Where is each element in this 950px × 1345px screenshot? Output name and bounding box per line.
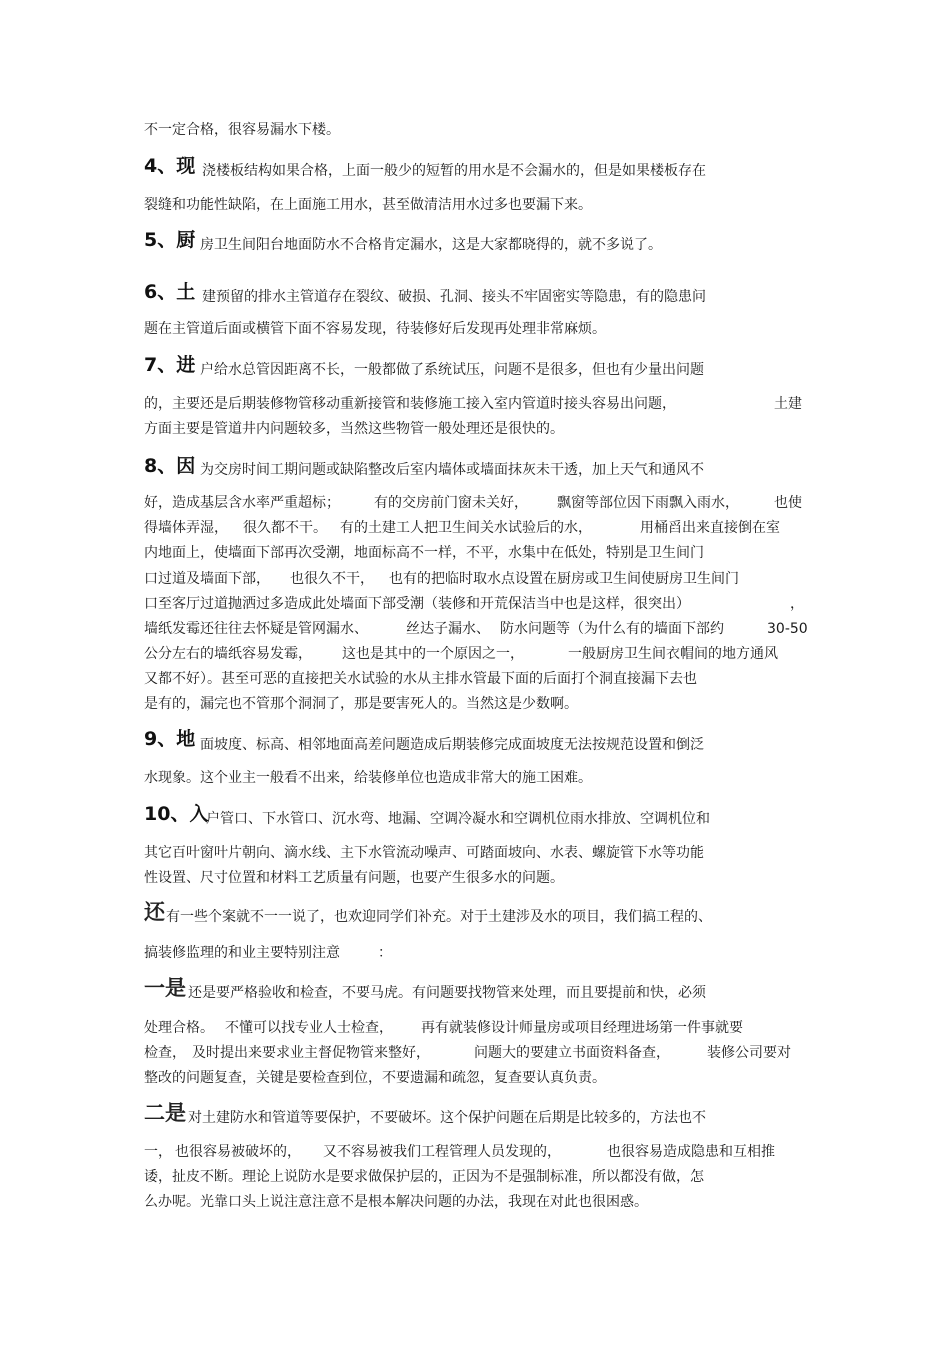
text-line: 方面主要是管道井内问题较多，当然这些物管一般处理还是很快的。	[144, 421, 564, 437]
text-line: 题在主管道后面或横管下面不容易发现，待装修好后发现再处理非常麻烦。	[144, 321, 606, 337]
item-4	[144, 157, 844, 183]
text-line: 一般厨房卫生间衣帽间的地方通风	[568, 646, 778, 662]
text-line: 搞装修监理的和业主要特别注意	[144, 945, 340, 961]
item-7	[144, 356, 844, 382]
text-line: 也很容易造成隐患和互相推	[607, 1144, 775, 1160]
text-line: 得墙体弄湿，	[144, 520, 228, 536]
text-line: 及时提出来要求业主督促物管来整好，	[192, 1045, 430, 1061]
item-5	[144, 231, 844, 257]
text-line: 整改的问题复查，关键是要检查到位，不要遗漏和疏忽，复查要认真负责。	[144, 1070, 606, 1086]
item-number: 10、入	[144, 803, 209, 825]
item-number: 7、进	[144, 354, 196, 376]
text-line: 口至客厅过道抛洒过多造成此处墙面下部受潮（装修和开荒保洁当中也是这样，很突出）	[144, 596, 690, 612]
text-line: 诿，扯皮不断。理论上说防水是要求做保护层的，正因为不是强制标准，所以都没有做，怎	[144, 1169, 704, 1185]
item-6	[144, 283, 844, 309]
text-line: 问题大的要建立书面资料备查，	[474, 1045, 670, 1061]
text-line: 裂缝和功能性缺陷，在上面施工用水，甚至做清洁用水过多也要漏下来。	[144, 197, 592, 213]
text-line: 户管口、下水管口、沉水弯、地漏、空调冷凝水和空调机位雨水排放、空调机位和	[206, 811, 710, 827]
text-line: 不一定合格，很容易漏水下楼。	[144, 122, 340, 138]
text-line: 也很容易被破坏的，	[175, 1144, 301, 1160]
text-line: 为交房时间工期问题或缺陷整改后室内墙体或墙面抹灰未干透，加上天气和通风不	[200, 462, 704, 478]
item-8	[144, 457, 844, 483]
text-line: 有的交房前门窗未关好，	[374, 495, 528, 511]
text-line: 性设置、尺寸位置和材料工艺质量有问题，也要产生很多水的问题。	[144, 870, 564, 886]
text-line: 公分左右的墙纸容易发霉，	[144, 646, 312, 662]
text-line: 墙纸发霉还往往去怀疑是管网漏水、	[144, 621, 368, 637]
text-line: 房卫生间阳台地面防水不合格肯定漏水，这是大家都晓得的，就不多说了。	[200, 237, 662, 253]
text-line: 防水问题等（为什么有的墙面下部约	[500, 621, 724, 637]
text-line: 好，造成基层含水率严重超标；	[144, 495, 340, 511]
paragraph-huan	[144, 900, 844, 929]
item-number: 5、厨	[144, 229, 196, 251]
text-line: 么办呢。光靠口头上说注意注意不是根本解决问题的办法，我现在对此也很困惑。	[144, 1194, 648, 1210]
paragraph-yishi	[144, 976, 844, 1005]
text-line: 建预留的排水主管道存在裂纹、破损、孔洞、接头不牢固密实等隐患，有的隐患问	[202, 289, 706, 305]
text-line: 处理合格。	[144, 1020, 214, 1036]
item-number: 4、现	[144, 155, 196, 177]
text-line: ：	[378, 945, 392, 961]
text-line: 也有的把临时取水点设置在厨房或卫生间使厨房卫生间门	[389, 571, 739, 587]
text-line: ，	[790, 596, 804, 612]
text-line: 又都不好）。甚至可恶的直接把关水试验的水从主排水管最下面的后面打个洞直接漏下去也	[144, 671, 697, 687]
text-line: 也很久不干，	[290, 571, 374, 587]
text-line: 飘窗等部位因下雨飘入雨水，	[557, 495, 739, 511]
text-line: 装修公司要对	[707, 1045, 791, 1061]
text-line: 口过道及墙面下部，	[144, 571, 270, 587]
text-line: 是有的，漏完也不管那个洞洞了，那是要害死人的。当然这是少数啊。	[144, 696, 578, 712]
lead-character: 还	[144, 900, 165, 924]
item-10	[144, 805, 844, 831]
text-line: 再有就装修设计师量房或项目经理进场第一件事就要	[421, 1020, 743, 1036]
text-line: 水现象。这个业主一般看不出来，给装修单位也造成非常大的施工困难。	[144, 770, 592, 786]
text-line: 浇楼板结构如果合格，上面一般少的短暂的用水是不会漏水的，但是如果楼板存在	[202, 163, 706, 179]
text-line: 对土建防水和管道等要保护，不要破坏。这个保护问题在后期是比较多的，方法也不	[188, 1110, 706, 1126]
text-line: 有一些个案就不一一说了，也欢迎同学们补充。对于土建涉及水的项目，我们搞工程的、	[166, 909, 712, 925]
text-line: 也使	[774, 495, 802, 511]
text-line: 内地面上，使墙面下部再次受潮，地面标高不一样，不平，水集中在低处，特别是卫生间门	[144, 545, 704, 561]
text-line: 还是要严格验收和检查，不要马虎。有问题要找物管来处理，而且要提前和快，必须	[188, 985, 706, 1001]
text-line: 一，	[144, 1144, 172, 1160]
text-line: 的，主要还是后期装修物管移动重新接管和装修施工接入室内管道时接头容易出问题，	[144, 396, 676, 412]
item-number: 9、地	[144, 728, 196, 750]
text-line: 30-50	[767, 621, 808, 637]
item-number: 8、因	[144, 455, 196, 477]
text-line: 其它百叶窗叶片朝向、滴水线、主下水管流动噪声、可踏面坡向、水表、螺旋管下水等功能	[144, 845, 704, 861]
text-line: 不懂可以找专业人士检查，	[225, 1020, 393, 1036]
text-line: 这也是其中的一个原因之一，	[342, 646, 524, 662]
text-line: 又不容易被我们工程管理人员发现的，	[323, 1144, 561, 1160]
text-line: 土建	[774, 396, 802, 412]
text-line: 检查，	[144, 1045, 186, 1061]
text-line: 户给水总管因距离不长，一般都做了系统试压，问题不是很多，但也有少量出问题	[200, 362, 704, 378]
lead-character: 二是	[144, 1101, 186, 1125]
text-line: 有的土建工人把卫生间关水试验后的水，	[340, 520, 592, 536]
text-line: 面坡度、标高、相邻地面高差问题造成后期装修完成面坡度无法按规范设置和倒泛	[200, 737, 704, 753]
text-line: 用桶舀出来直接倒在室	[640, 520, 780, 536]
lead-character: 一是	[144, 976, 186, 1000]
item-9	[144, 730, 844, 756]
text-line: 很久都不干。	[243, 520, 327, 536]
text-line: 丝达子漏水、	[406, 621, 490, 637]
item-number: 6、土	[144, 281, 196, 303]
paragraph-ershi	[144, 1101, 844, 1130]
